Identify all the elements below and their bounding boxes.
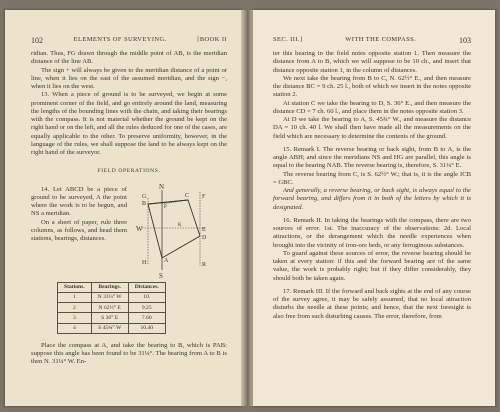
paragraph-16: 16. Remark II. In taking the bearings with the compass, there are two sources of error. 1st. The inaccuracy of the observations: 2d. Local attractions, or the derangement which the needle experiences when brought into the vicinity of iron-ore beds, or any ferruginous substances. <box>273 216 471 249</box>
cell: 2 <box>58 303 92 313</box>
left-running-head <box>31 36 227 45</box>
left-page <box>5 10 241 406</box>
right-page-number: 103 <box>458 36 471 45</box>
left-body-text <box>31 50 227 367</box>
cell: 10.40 <box>128 323 165 333</box>
paragraph-14: 14. Let ABCD be a piece of ground to be surveyed, A the point where the work is to be begun, and NS a meridian. <box>31 185 127 218</box>
right-running-head <box>273 36 471 45</box>
label-n: N <box>159 182 165 191</box>
paragraph-13: 13. When a piece of ground is to be surveyed, we begin at some prominent corner of the field, and go entirely around the land, measuring the lengths of the bounding lines with the chain, and taking their bearings with the compass. It is not material whether the ground be kept on the right hand or on the left, and all the rules deduced for one of the cases, are equally applicable to the other. To preserve uniformity, however, in the language of the rules, we shall suppose the land to be always kept on the right hand of the surveyor. <box>31 91 227 156</box>
header-distances: Distances. <box>128 282 165 292</box>
section-heading: FIELD OPERATIONS. <box>97 168 161 175</box>
paragraph-intro: ridian. Thus, FG drawn through the middle point of AB, is the meridian distance of the line AB. <box>31 50 227 66</box>
label-r: R <box>202 261 207 268</box>
cell: S 36° E <box>91 313 128 323</box>
cell: 9.25 <box>128 303 165 313</box>
label-e: E <box>202 226 206 233</box>
paragraph-r3: At station C we take the bearing to D, S. 36° E., and then measure the distance CD = 7 ch. 60 l., and place them in the notes opposite station 3. <box>273 99 471 115</box>
cell: 7.60 <box>128 313 165 323</box>
left-running-title: ELEMENTS OF SURVEYING. <box>73 36 167 43</box>
survey-figure <box>136 182 228 280</box>
figure-side-text <box>31 186 127 244</box>
paragraph-r1: ter this bearing in the field notes opposite station 1. Then measure the distance from A to B, which we will suppose to be 10 ch., and insert that distance opposite station 1, in the column of distances. <box>273 50 471 74</box>
label-h: H <box>142 259 147 266</box>
paragraph-15c: And generally, a reverse bearing, or back sight, is always equal to the forward bearing, and differs from it in both of the letters by which it is designated. <box>273 187 471 211</box>
right-page <box>253 10 495 406</box>
table-row <box>58 303 166 313</box>
cell: S 45¾° W <box>91 323 128 333</box>
left-book-ref: [BOOK II <box>197 36 227 43</box>
figure-block <box>31 182 227 280</box>
book-spine <box>241 10 253 406</box>
label-a: A <box>164 257 169 264</box>
cell: 10. <box>128 292 165 302</box>
paragraph-r2: We next take the bearing from B to C, N. 62½° E., and then measure the distance BC = 9 ch. 25 l., both of which we insert in the notes opposite station 2. <box>273 74 471 99</box>
label-p: P <box>164 204 167 210</box>
stations-table <box>57 282 166 334</box>
right-running-title: WITH THE COMPASS. <box>345 36 417 43</box>
paragraph-16b: To guard against these sources of error, the reverse bearing should be taken at every station: if this and the forward bearing are of the same value, the work is probably right; but if they differ considerably, they should both be taken again. <box>273 249 471 282</box>
table-row <box>58 313 166 323</box>
label-b: B <box>142 200 147 207</box>
header-stations: Stations. <box>58 282 92 292</box>
label-f: F <box>202 193 206 200</box>
paragraph-final: Place the compass at A, and take the bearing to B, which is PAB: suppose this angle has been found to be 31¼°. The bearing from A to B is then N. 31¼° W. En- <box>31 341 227 366</box>
table-header-row <box>58 282 166 292</box>
right-section-ref: SEC. III.] <box>273 36 303 43</box>
cell: N 31¼° W <box>91 292 128 302</box>
label-c: C <box>185 192 190 199</box>
paragraph-14b: On a sheet of paper, rule three columns, as follows, and head them stations, bearings, distances. <box>31 218 127 242</box>
paragraph-sign: The sign + will always be given to the meridian distance of a point or line, when it lies on the east of the assumed meridian, and the sign −, when it lies on the west. <box>31 66 227 90</box>
paragraph-15: 15. Remark I. The reverse bearing or back sight, from B to A, is the angle ABH; and since the meridians NS and HG are parallel, this angle is equal to the bearing NAB. The reverse bearing is, therefore, S. 31¼° E. <box>273 145 471 170</box>
label-k: K <box>178 222 182 228</box>
right-body-text <box>273 50 471 321</box>
paragraph-r4: At D we take the bearing to A, S. 45¾° W., and measure the distance DA = 10 ch. 40 l. We shall then have made all the measurements on the field which are necessary to determine the contents of the ground. <box>273 116 471 140</box>
label-w: W <box>136 224 143 233</box>
label-d: D <box>202 234 207 241</box>
left-page-number: 102 <box>31 36 43 45</box>
label-s: S <box>159 271 163 280</box>
paragraph-17: 17. Remark III. If the forward and back sights at the end of any course of the survey agree, it may be safely assumed, that no local attraction disturbs the needle at these points; and hence, that the next foresight is also free from such disturbing causes. The error, therefore, from <box>273 287 471 320</box>
cell: 3 <box>58 313 92 323</box>
paragraph-15b: The reverse bearing from C, is S. 62½° W.; that is, it is the angle ICB = GBC. <box>273 170 471 186</box>
cell: 1 <box>58 292 92 302</box>
table-row <box>58 323 166 333</box>
header-bearings: Bearings. <box>91 282 128 292</box>
label-g: G <box>142 193 147 200</box>
cell: N 62½° E <box>91 303 128 313</box>
table-row <box>58 292 166 302</box>
cell: 4 <box>58 323 92 333</box>
